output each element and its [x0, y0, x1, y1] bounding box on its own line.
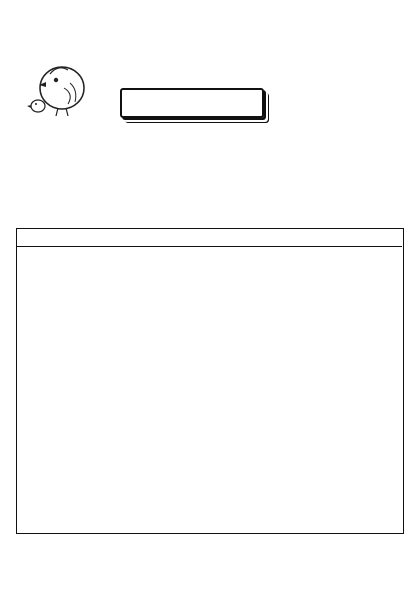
schedule-box [16, 228, 404, 534]
class-name-banner [120, 88, 264, 118]
chicken-illustration [20, 58, 105, 120]
schedule-title [16, 228, 402, 247]
